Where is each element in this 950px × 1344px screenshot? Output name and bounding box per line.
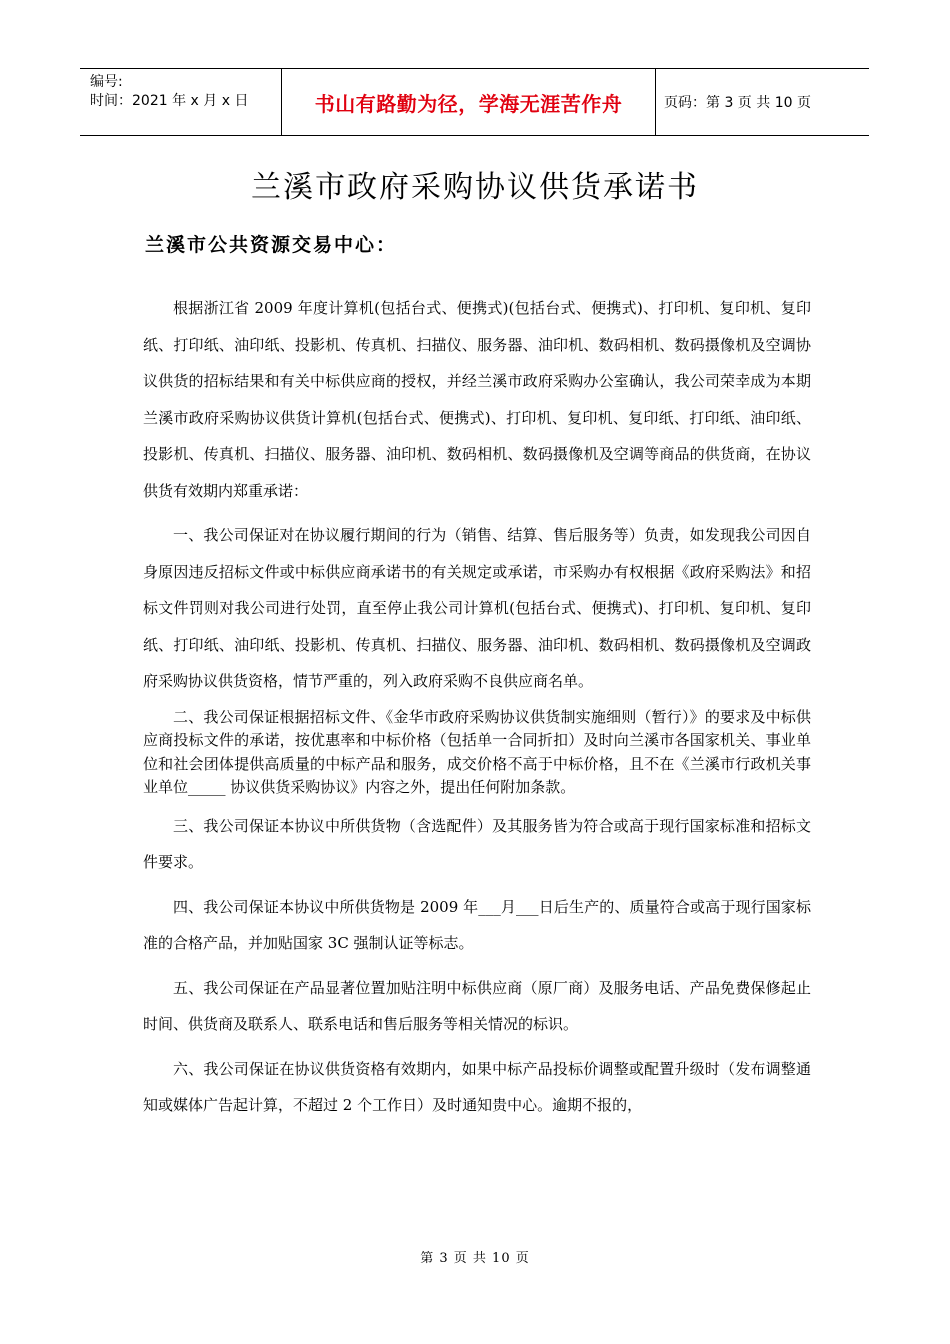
document-title: 兰溪市政府采购协议供货承诺书 xyxy=(251,170,699,205)
paragraph-commitment-1: 一、我公司保证对在协议履行期间的行为（销售、结算、售后服务等）负责，如发现我公司因自身原因违反招标文件或中标供应商承诺书的有关规定或承诺，市采购办有权根据《政府采购法》和招标文件罚则对我公司进行处罚，直至停止我公司计算机(包括台式、便携式)、打印机、复印机、复印纸、打印纸、油印纸、投影机、传真机、扫描仪、服务器、油印机、数码相机、数码摄像机及空调政府采购协议供货资格，情节严重的，列入政府采购不良供应商名单。 xyxy=(143,526,811,690)
paragraph-intro: 根据浙江省 2009 年度计算机(包括台式、便携式)(包括台式、便携式)、打印机、复印机、复印纸、打印纸、油印纸、投影机、传真机、扫描仪、服务器、油印机、数码相机、数码摄像机及空调协议供货的招标结果和有关中标供应商的授权，并经兰溪市政府采购办公室确认，我公司荣幸成为本期兰溪市政府采购协议供货计算机(包括台式、便携式)、打印机、复印机、复印纸、打印纸、油印纸、投影机、传真机、扫描仪、服务器、油印机、数码相机、数码摄像机及空调等商品的供货商，在协议供货有效期内郑重承诺： xyxy=(143,299,811,500)
document-body xyxy=(143,290,811,1124)
paragraph-commitment-5: 五、我公司保证在产品显著位置加贴注明中标供应商（原厂商）及服务电话、产品免费保修起止时间、供货商及联系人、联系电话和售后服务等相关情况的标识。 xyxy=(143,978,811,1033)
paragraph-commitment-2: 二、我公司保证根据招标文件、《金华市政府采购协议供货制实施细则（暂行）》的要求及中标供应商投标文件的承诺，按优惠率和中标价格（包括单一合同折扣）及时向兰溪市各国家机关、事业单位和社会团体提供高质量的中标产品和服务，成交价格不高于中标价格，且不在《兰溪市行政机关事业单位_____ 协议供货采购协议》内容之外，提出任何附加条款。 xyxy=(143,707,811,796)
document-number-label: 编号: xyxy=(90,74,123,90)
header-page-info: 页码：第 3 页 共 10 页 xyxy=(664,95,811,111)
header-table xyxy=(80,68,869,136)
document-time-label: 时间：2021 年 x 月 x 日 xyxy=(90,93,249,109)
header-meta-cell xyxy=(80,69,282,135)
page-footer: 第 3 页 共 10 页 xyxy=(420,1251,530,1266)
recipient-line: 兰溪市公共资源交易中心： xyxy=(145,234,398,256)
header-motto: 书山有路勤为径，学海无涯苦作舟 xyxy=(282,69,656,135)
paragraph-commitment-6: 六、我公司保证在协议供货资格有效期内，如果中标产品投标价调整或配置升级时（发布调整通知或媒体广告起计算，不超过 2 个工作日）及时通知贵中心。逾期不报的， xyxy=(143,1059,811,1114)
paragraph-commitment-3: 三、我公司保证本协议中所供货物（含选配件）及其服务皆为符合或高于现行国家标准和招标文件要求。 xyxy=(143,816,811,871)
paragraph-commitment-4: 四、我公司保证本协议中所供货物是 2009 年___月___日后生产的、质量符合或高于现行国家标准的合格产品，并加贴国家 3C 强制认证等标志。 xyxy=(143,897,811,952)
